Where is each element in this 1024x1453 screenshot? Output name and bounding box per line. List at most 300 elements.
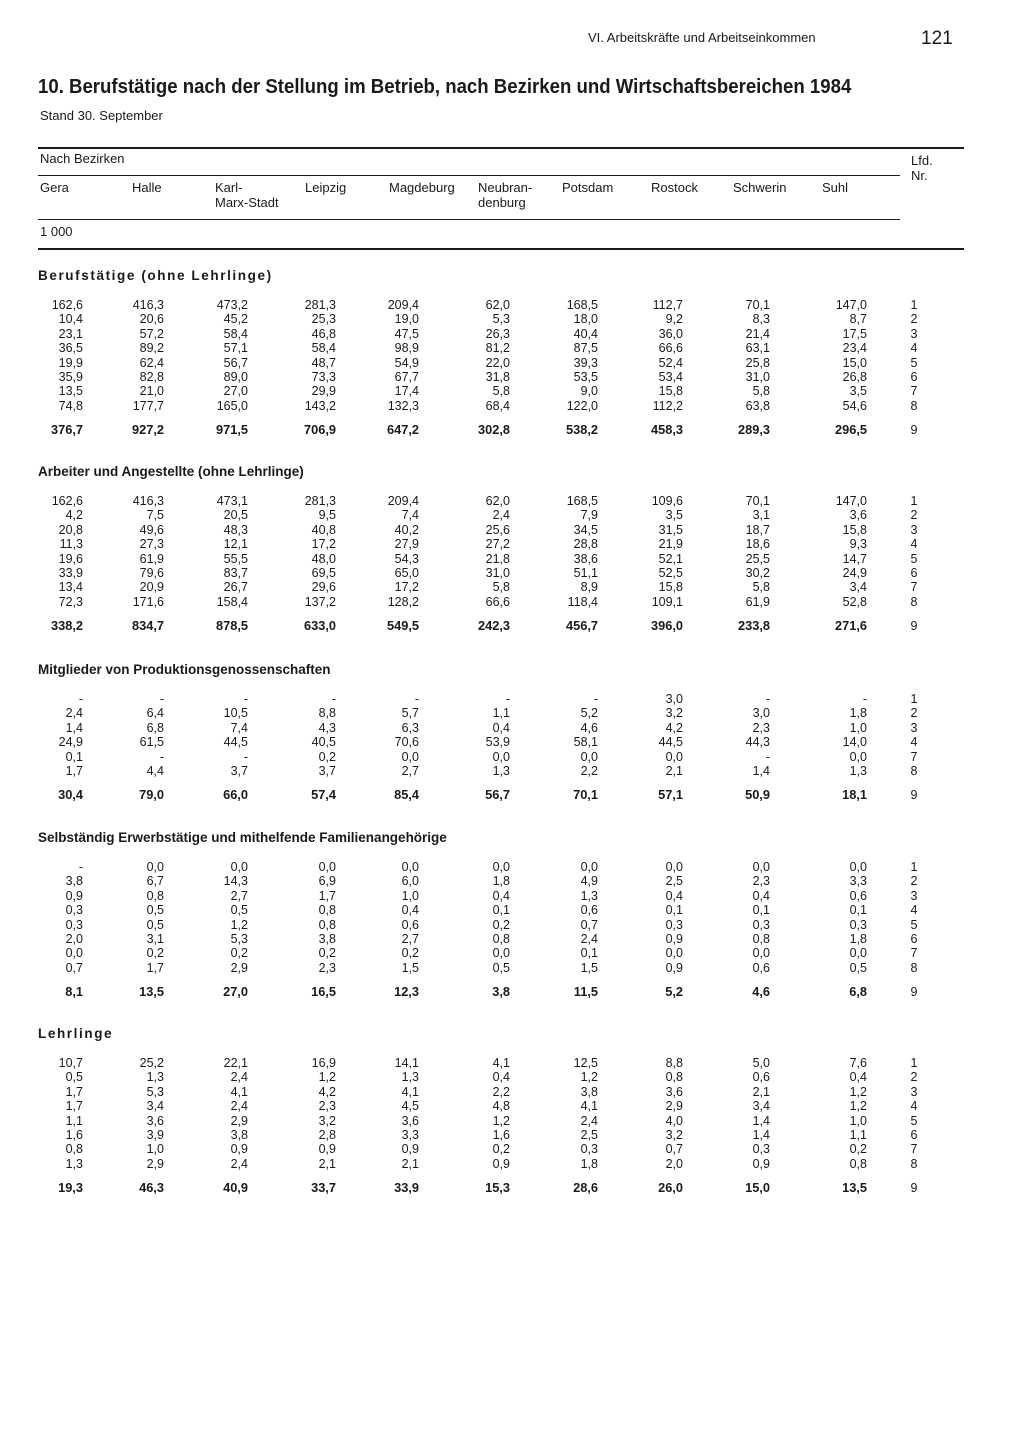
table-cell: 416,3 — [132, 494, 164, 508]
table-cell: 0,0 — [849, 946, 867, 961]
table-cell: 68,4 — [485, 398, 510, 413]
table-cell: 70,6 — [394, 735, 419, 750]
table-cell: 4,4 — [146, 764, 164, 778]
table-cell: 10,7 — [58, 1056, 83, 1070]
row-number: 7 — [910, 580, 918, 595]
table-cell: 1,5 — [401, 960, 419, 975]
table-cell: 20,9 — [139, 580, 164, 595]
table-cell: 21,8 — [485, 551, 510, 566]
table-cell: 1,4 — [752, 1128, 770, 1142]
table-cell: 3,6 — [849, 508, 867, 523]
table-cell: 44,5 — [658, 735, 683, 750]
table-cell: 12,1 — [223, 537, 248, 552]
page-number: 121 — [921, 28, 953, 49]
table-cell: 2,3 — [752, 720, 770, 735]
table-cell: 40,5 — [311, 735, 336, 750]
table-cell: 0,3 — [65, 917, 83, 932]
table-cell: 3,6 — [401, 1113, 419, 1128]
table-cell: 171,6 — [132, 594, 164, 609]
row-number: 6 — [910, 566, 918, 580]
table-cell: 14,0 — [842, 735, 867, 750]
table-cell: 3,2 — [665, 706, 683, 721]
table-cell: 4,1 — [492, 1056, 510, 1070]
table-cell: 2,1 — [318, 1156, 336, 1171]
table-cell: 0,6 — [401, 917, 419, 932]
total-cell: 56,7 — [485, 787, 510, 803]
total-cell: 66,0 — [223, 787, 248, 803]
total-cell: 5,2 — [665, 984, 683, 1000]
table-cell: 2,4 — [580, 1113, 598, 1128]
table-cell: 137,2 — [304, 594, 336, 609]
table-cell: 4,9 — [580, 874, 598, 889]
table-cell: 0,5 — [146, 917, 164, 932]
column-header: Potsdam — [562, 180, 614, 195]
table-cell: 27,3 — [139, 537, 164, 552]
table-cell: 1,3 — [146, 1070, 164, 1085]
total-cell: 57,4 — [311, 787, 336, 803]
row-number: 4 — [910, 1099, 918, 1114]
table-cell: 281,3 — [304, 494, 336, 508]
total-cell: 971,5 — [215, 422, 248, 438]
table-cell: 0,0 — [752, 860, 770, 874]
table-cell: 6,8 — [146, 720, 164, 735]
total-cell: 549,5 — [386, 618, 419, 634]
table-cell: 128,2 — [387, 594, 419, 609]
table-cell: 3,1 — [146, 932, 164, 946]
table-cell: 0,0 — [230, 860, 248, 874]
table-cell: 23,4 — [842, 341, 867, 356]
table-cell: 0,3 — [752, 917, 770, 932]
table-cell: 4,1 — [230, 1084, 248, 1099]
row-number: 1 — [910, 298, 918, 312]
row-number: 3 — [910, 720, 918, 735]
table-cell: 14,3 — [223, 874, 248, 889]
table-cell: 209,4 — [387, 494, 419, 508]
table-cell: 1,2 — [849, 1084, 867, 1099]
total-cell: 57,1 — [658, 787, 683, 803]
table-cell: 3,8 — [580, 1084, 598, 1099]
table-cell: - — [78, 692, 83, 706]
table-cell: 21,0 — [139, 384, 164, 399]
running-head: VI. Arbeitskräfte und Arbeitseinkommen — [588, 30, 816, 45]
column-header: Magdeburg — [389, 180, 455, 195]
table-cell: 0,0 — [146, 860, 164, 874]
row-number: 8 — [910, 594, 918, 609]
table-cell: 82,8 — [139, 370, 164, 384]
table-cell: 0,2 — [146, 946, 164, 961]
column-header-line2: denburg — [478, 195, 526, 210]
row-number: 2 — [910, 1070, 918, 1085]
table-cell: 89,2 — [139, 341, 164, 356]
section-title: Mitglieder von Produktionsgenossenschaften — [38, 662, 331, 677]
table-cell: 1,5 — [580, 960, 598, 975]
table-cell: 29,6 — [311, 580, 336, 595]
table-cell: 1,6 — [65, 1128, 83, 1142]
table-cell: 36,0 — [658, 326, 683, 341]
table-cell: 0,9 — [65, 888, 83, 903]
row-number: 6 — [910, 932, 918, 946]
table-cell: 1,8 — [849, 932, 867, 946]
table-cell: 0,7 — [665, 1142, 683, 1157]
row-number: 3 — [910, 522, 918, 537]
total-cell: 12,3 — [394, 984, 419, 1000]
table-cell: 25,2 — [139, 1056, 164, 1070]
table-cell: 1,0 — [849, 1113, 867, 1128]
table-cell: 73,3 — [311, 370, 336, 384]
total-cell: 878,5 — [215, 618, 248, 634]
table-cell: 112,7 — [652, 298, 683, 312]
table-cell: 9,2 — [665, 312, 683, 327]
table-cell: 0,0 — [752, 946, 770, 961]
table-cell: 209,4 — [387, 298, 419, 312]
table-cell: 83,7 — [223, 566, 248, 580]
table-cell: 61,5 — [139, 735, 164, 750]
table-cell: 14,7 — [842, 551, 867, 566]
column-header: Suhl — [822, 180, 849, 195]
table-cell: 122,0 — [566, 398, 598, 413]
table-cell: 14,1 — [394, 1056, 419, 1070]
table-cell: 0,4 — [492, 720, 510, 735]
table-cell: 20,6 — [139, 312, 164, 327]
column-header: Halle — [132, 180, 162, 195]
table-cell: 0,5 — [146, 903, 164, 918]
table-cell: 44,5 — [223, 735, 248, 750]
table-cell: 3,3 — [849, 874, 867, 889]
table-cell: 8,9 — [580, 580, 598, 595]
table-cell: 0,6 — [752, 1070, 770, 1085]
table-cell: 79,6 — [139, 566, 164, 580]
table-cell: 2,4 — [492, 508, 510, 523]
total-cell: 46,3 — [139, 1180, 164, 1196]
table-cell: 1,4 — [752, 764, 770, 778]
table-cell: - — [414, 692, 419, 706]
table-cell: 10,5 — [223, 706, 248, 721]
total-cell: 13,5 — [139, 984, 164, 1000]
table-cell: 7,4 — [401, 508, 419, 523]
table-cell: 55,5 — [223, 551, 248, 566]
table-cell: 0,0 — [492, 860, 510, 874]
table-cell: 177,7 — [132, 398, 164, 413]
table-cell: 1,8 — [849, 706, 867, 721]
table-cell: 58,4 — [311, 341, 336, 356]
total-cell: 28,6 — [573, 1180, 598, 1196]
table-cell: 1,1 — [492, 706, 510, 721]
table-cell: 3,8 — [65, 874, 83, 889]
table-cell: 6,7 — [146, 874, 164, 889]
table-cell: 3,2 — [665, 1128, 683, 1142]
table-cell: 17,2 — [311, 537, 336, 552]
table-cell: 54,6 — [842, 398, 867, 413]
total-cell: 3,8 — [492, 984, 510, 1000]
table-cell: 4,1 — [580, 1099, 598, 1114]
table-cell: 0,5 — [849, 960, 867, 975]
table-subtitle: Stand 30. September — [40, 108, 163, 123]
table-cell: 24,9 — [58, 735, 83, 750]
table-cell: - — [78, 860, 83, 874]
table-cell: 4,1 — [401, 1084, 419, 1099]
table-cell: 28,8 — [573, 537, 598, 552]
section-title: Arbeiter und Angestellte (ohne Lehrlinge) — [38, 464, 304, 479]
table-cell: 3,7 — [230, 764, 248, 778]
table-cell: 61,9 — [139, 551, 164, 566]
table-cell: 0,9 — [492, 1156, 510, 1171]
table-cell: - — [331, 692, 336, 706]
table-cell: 1,3 — [580, 888, 598, 903]
table-cell: 5,3 — [146, 1084, 164, 1099]
row-number: 8 — [910, 1156, 918, 1171]
total-cell: 376,7 — [50, 422, 83, 438]
table-cell: 22,1 — [223, 1056, 248, 1070]
table-cell: 22,0 — [485, 355, 510, 370]
table-cell: 18,7 — [745, 522, 770, 537]
total-cell: 302,8 — [477, 422, 510, 438]
table-cell: 4,2 — [665, 720, 683, 735]
table-cell: 162,6 — [51, 298, 83, 312]
total-cell: 85,4 — [394, 787, 419, 803]
table-cell: 6,0 — [401, 874, 419, 889]
table-cell: 2,9 — [665, 1099, 683, 1114]
table-cell: 21,9 — [658, 537, 683, 552]
table-cell: 0,0 — [492, 946, 510, 961]
total-cell: 271,6 — [834, 618, 867, 634]
table-cell: 3,3 — [401, 1128, 419, 1142]
table-cell: 58,1 — [573, 735, 598, 750]
table-cell: 1,8 — [580, 1156, 598, 1171]
table-cell: 0,8 — [146, 888, 164, 903]
table-cell: 0,8 — [318, 903, 336, 918]
table-cell: 473,1 — [216, 494, 248, 508]
table-cell: 1,0 — [401, 888, 419, 903]
total-cell: 18,1 — [842, 787, 867, 803]
table-cell: 15,8 — [658, 384, 683, 399]
table-cell: 0,0 — [580, 860, 598, 874]
total-cell: 538,2 — [565, 422, 598, 438]
table-cell: 1,7 — [318, 888, 336, 903]
table-cell: - — [862, 692, 867, 706]
table-cell: 0,0 — [665, 860, 683, 874]
total-cell: 6,8 — [849, 984, 867, 1000]
table-cell: 0,4 — [492, 888, 510, 903]
table-cell: 0,3 — [752, 1142, 770, 1157]
table-cell: 0,8 — [752, 932, 770, 946]
table-cell: 6,4 — [146, 706, 164, 721]
table-cell: 53,4 — [658, 370, 683, 384]
table-cell: 7,5 — [146, 508, 164, 523]
total-cell: 70,1 — [573, 787, 598, 803]
total-cell: 30,4 — [58, 787, 83, 803]
table-cell: 12,5 — [573, 1056, 598, 1070]
table-cell: 0,0 — [65, 946, 83, 961]
table-cell: 1,0 — [146, 1142, 164, 1157]
row-number: 7 — [910, 1142, 918, 1157]
row-number: 8 — [910, 960, 918, 975]
column-header: Neubran- — [478, 180, 533, 195]
table-cell: 8,8 — [318, 706, 336, 721]
row-number: 4 — [910, 903, 918, 918]
table-cell: 67,7 — [394, 370, 419, 384]
table-cell: 52,5 — [658, 566, 683, 580]
header-top-rule — [38, 147, 964, 149]
table-cell: 109,6 — [651, 494, 683, 508]
table-cell: 0,6 — [849, 888, 867, 903]
table-cell: 34,5 — [573, 522, 598, 537]
table-cell: 143,2 — [304, 398, 336, 413]
table-cell: 2,4 — [580, 932, 598, 946]
table-cell: 1,4 — [65, 720, 83, 735]
table-cell: 0,0 — [401, 749, 419, 764]
table-cell: 6,3 — [401, 720, 419, 735]
table-cell: 20,8 — [58, 522, 83, 537]
total-cell: 296,5 — [834, 422, 867, 438]
table-cell: 51,1 — [573, 566, 598, 580]
table-cell: 0,6 — [752, 960, 770, 975]
table-cell: 48,7 — [311, 355, 336, 370]
table-cell: 27,2 — [485, 537, 510, 552]
table-cell: 0,1 — [665, 903, 683, 918]
table-cell: 31,8 — [485, 370, 510, 384]
row-number: 1 — [910, 1056, 918, 1070]
total-cell: 79,0 — [139, 787, 164, 803]
table-cell: 2,5 — [580, 1128, 598, 1142]
table-cell: 3,4 — [752, 1099, 770, 1114]
table-cell: - — [159, 692, 164, 706]
table-cell: 3,6 — [665, 1084, 683, 1099]
table-cell: 2,3 — [752, 874, 770, 889]
table-cell: 0,2 — [318, 749, 336, 764]
row-number: 7 — [910, 946, 918, 961]
table-cell: 29,9 — [311, 384, 336, 399]
table-cell: 66,6 — [485, 594, 510, 609]
table-cell: 5,8 — [492, 580, 510, 595]
table-cell: 2,4 — [230, 1070, 248, 1085]
table-cell: 0,8 — [492, 932, 510, 946]
table-cell: 0,3 — [665, 917, 683, 932]
table-cell: 1,6 — [492, 1128, 510, 1142]
total-cell: 33,9 — [394, 1180, 419, 1196]
table-cell: 0,3 — [849, 917, 867, 932]
table-cell: 0,2 — [401, 946, 419, 961]
group-rule — [38, 175, 900, 176]
total-cell: 633,0 — [303, 618, 336, 634]
table-cell: 112,2 — [652, 398, 683, 413]
table-cell: 2,7 — [401, 764, 419, 778]
table-cell: 0,0 — [849, 749, 867, 764]
table-cell: 1,3 — [65, 1156, 83, 1171]
table-cell: 19,0 — [394, 312, 419, 327]
table-cell: 1,7 — [65, 1084, 83, 1099]
total-cell: 338,2 — [50, 618, 83, 634]
table-cell: 70,1 — [745, 494, 770, 508]
table-cell: 7,4 — [230, 720, 248, 735]
lfd-label: Lfd. — [911, 153, 933, 168]
table-cell: 4,3 — [318, 720, 336, 735]
table-cell: 1,1 — [65, 1113, 83, 1128]
row-number: 3 — [910, 888, 918, 903]
table-cell: 40,2 — [394, 522, 419, 537]
column-header: Rostock — [651, 180, 698, 195]
table-cell: 147,0 — [835, 298, 867, 312]
table-title: 10. Berufstätige nach der Stellung im Betrieb, nach Bezirken und Wirtschaftsbereichen 1984 — [38, 76, 852, 98]
table-cell: 0,5 — [65, 1070, 83, 1085]
table-cell: - — [593, 692, 598, 706]
table-cell: 2,9 — [230, 960, 248, 975]
table-cell: 0,9 — [230, 1142, 248, 1157]
table-cell: 0,9 — [752, 1156, 770, 1171]
table-cell: 0,5 — [230, 903, 248, 918]
section-title: Berufstätige (ohne Lehrlinge) — [38, 268, 273, 283]
table-cell: 4,0 — [665, 1113, 683, 1128]
table-cell: 0,1 — [492, 903, 510, 918]
table-cell: 52,4 — [658, 355, 683, 370]
table-cell: 1,4 — [752, 1113, 770, 1128]
row-number: 9 — [910, 788, 918, 803]
table-cell: 2,3 — [318, 1099, 336, 1114]
column-header: Leipzig — [305, 180, 347, 195]
table-cell: 38,6 — [573, 551, 598, 566]
table-cell: 2,9 — [230, 1113, 248, 1128]
row-number: 8 — [910, 398, 918, 413]
table-cell: 13,4 — [58, 580, 83, 595]
row-number: 4 — [910, 341, 918, 356]
table-cell: 5,8 — [752, 580, 770, 595]
table-cell: 15,8 — [658, 580, 683, 595]
row-number: 6 — [910, 1128, 918, 1142]
table-cell: 0,8 — [849, 1156, 867, 1171]
total-cell: 834,7 — [131, 618, 164, 634]
table-cell: 0,2 — [230, 946, 248, 961]
table-cell: 33,9 — [58, 566, 83, 580]
table-cell: 0,6 — [580, 903, 598, 918]
table-cell: 0,0 — [849, 860, 867, 874]
table-cell: 0,9 — [665, 932, 683, 946]
table-cell: 0,0 — [492, 749, 510, 764]
table-cell: 2,5 — [665, 874, 683, 889]
table-cell: 1,7 — [146, 960, 164, 975]
row-number: 2 — [910, 508, 918, 523]
table-cell: 36,5 — [58, 341, 83, 356]
table-cell: 165,0 — [216, 398, 248, 413]
table-cell: 0,5 — [492, 960, 510, 975]
table-cell: 1,7 — [65, 1099, 83, 1114]
table-cell: 61,9 — [745, 594, 770, 609]
row-number: 7 — [910, 749, 918, 764]
table-cell: 0,0 — [318, 860, 336, 874]
table-cell: 0,3 — [65, 903, 83, 918]
table-cell: - — [765, 749, 770, 764]
table-cell: 0,0 — [401, 860, 419, 874]
table-cell: 1,8 — [492, 874, 510, 889]
table-cell: 168,5 — [566, 494, 598, 508]
table-cell: 26,8 — [842, 370, 867, 384]
table-cell: 2,9 — [146, 1156, 164, 1171]
table-cell: 118,4 — [567, 594, 598, 609]
table-cell: 87,5 — [573, 341, 598, 356]
table-cell: 9,3 — [849, 537, 867, 552]
table-cell: 63,8 — [745, 398, 770, 413]
table-cell: 3,8 — [230, 1128, 248, 1142]
column-header: Gera — [40, 180, 69, 195]
table-cell: 10,4 — [58, 312, 83, 327]
table-cell: 5,8 — [492, 384, 510, 399]
column-header: Karl- — [215, 180, 243, 195]
table-cell: 7,6 — [849, 1056, 867, 1070]
table-cell: 0,4 — [849, 1070, 867, 1085]
table-cell: 2,4 — [65, 706, 83, 721]
table-cell: 19,6 — [58, 551, 83, 566]
table-cell: 46,8 — [311, 326, 336, 341]
table-cell: 281,3 — [304, 298, 336, 312]
table-cell: 53,5 — [573, 370, 598, 384]
